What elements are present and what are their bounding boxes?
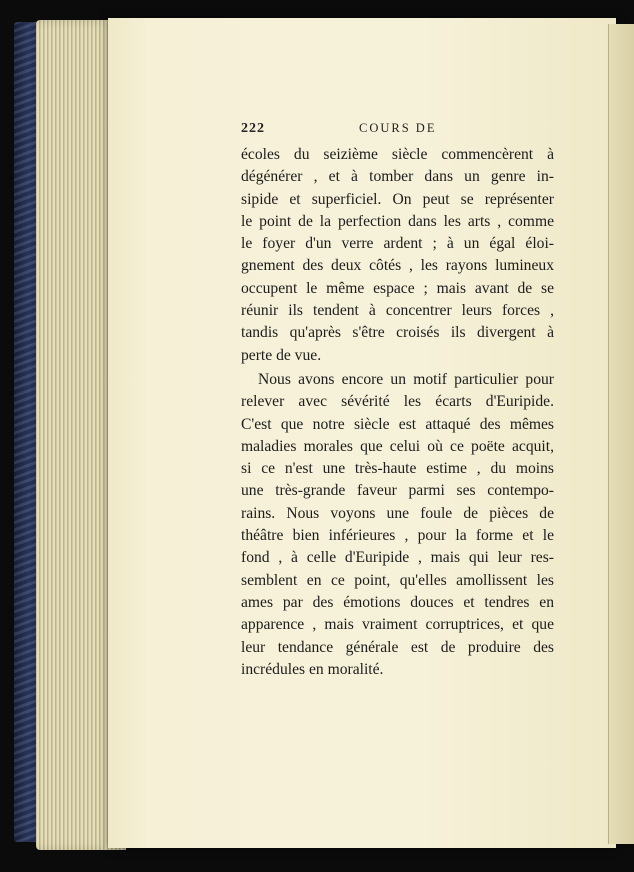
- text-line: écoles du seizième siècle commencèrent à: [241, 146, 554, 163]
- text-line: tandis qu'après s'être croisés ils divergent à: [241, 324, 554, 342]
- text-line: une très-grande faveur parmi ses contempo-: [241, 482, 554, 500]
- text-line: le point de la perfection dans les arts , comme: [241, 212, 554, 230]
- page-number: 222: [241, 121, 265, 136]
- text-line: semblent en ce point, qu'elles amollissent les: [241, 571, 554, 589]
- text-line: sipide et superficiel. On peut se représenter: [241, 190, 554, 208]
- text-line: fond , à celle d'Euripide , mais qui leur res-: [241, 549, 554, 567]
- text-line: si ce n'est une très-haute estime , du moins: [241, 460, 554, 478]
- text-line: réunir ils tendent à concentrer leurs forces ,: [241, 302, 554, 320]
- text-line: ames par des émotions douces et tendres en: [241, 593, 554, 611]
- text-line: leur tendance générale est de produire des: [241, 638, 554, 656]
- running-head: COURS DE: [359, 121, 437, 135]
- text-line: gnement des deux côtés , les rayons lumineux: [241, 257, 554, 275]
- text-line: incrédules en moralité.: [241, 660, 384, 678]
- text-line: le foyer d'un verre ardent ; à un égal éloi-: [241, 235, 554, 253]
- text-line: perte de vue.: [241, 346, 322, 364]
- facing-page-edge: [608, 24, 634, 844]
- paragraph-2: [241, 369, 554, 681]
- text-line: apparence , mais vraiment corruptrices, et que: [241, 616, 554, 634]
- text-line: rains. Nous voyons une foule de pièces de: [241, 504, 554, 522]
- text-line: Nous avons encore un motif particulier pour: [258, 371, 554, 388]
- paragraph-1: [241, 144, 554, 367]
- text-line: relever avec sévérité les écarts d'Euripide.: [241, 393, 554, 411]
- text-line: maladies morales que celui où ce poëte acquit,: [241, 437, 554, 455]
- text-line: théâtre bien inférieures , pour la forme et le: [241, 527, 554, 545]
- text-line: C'est que notre siècle est attaqué des mêmes: [241, 415, 554, 433]
- page-header: [241, 121, 553, 141]
- text-line: dégénérer , et à tomber dans un genre in-: [241, 168, 554, 186]
- text-line: occupent le même espace ; mais avant de se: [241, 279, 554, 297]
